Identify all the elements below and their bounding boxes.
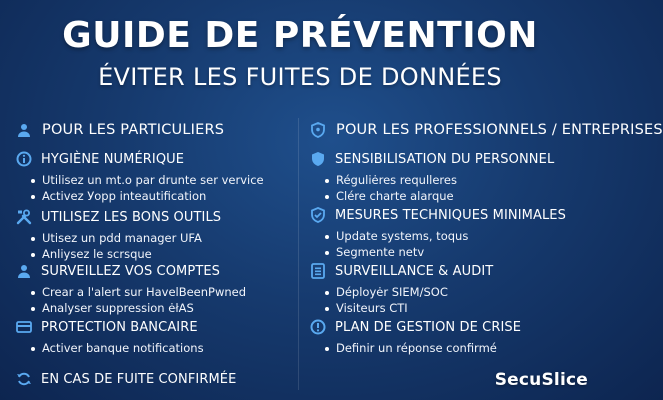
refresh-icon [16,371,32,387]
list-item: Activez Уopp inteautification [30,188,296,204]
column-heading-label: POUR LES PARTICULIERS [42,122,225,138]
info-circle-icon [16,151,32,167]
list-item: Segmente netv [324,244,595,260]
brand-logo: SecuSlice [494,370,588,390]
user-icon [16,122,32,138]
list-item: Activer banque notifications [30,340,296,356]
column-heading-label: POUR LES PROFESSIONNELS / ENTREPRISES [336,122,663,138]
list-item: Réguliėres requlleres [324,172,595,188]
alert-circle-icon [310,319,326,335]
column-professionnels [310,120,663,355]
section-title: PROTECTION BANCAIRE [41,319,198,335]
list-item: Anliysez le scrsque [30,246,296,262]
section-title: HYGIÈNE NUMÉRIQUE [41,151,185,167]
column-heading [16,120,296,140]
section-fuite [16,370,296,388]
section-title: PLAN DE GESTION DE CRISE [335,319,522,335]
page-subtitle: ÉVITER LES FUITES DE DONNÉES [98,63,502,91]
card-icon [16,319,32,335]
column-divider [298,118,299,390]
section-comptes [16,262,296,316]
section-title: SENSIBILISATION DU PERSONNEL [335,151,555,167]
section-title: EN CAS DE FUITE CONFIRMÉE [41,371,237,387]
list-item: Utisez un pdd manager UFA [30,230,296,246]
section-bancaire [16,318,296,356]
column-particuliers [16,120,296,387]
section-mesures [310,206,595,260]
list-item: Crear a l'alert sur HavelBeenPwned [30,284,296,300]
section-title: SURVEILLANCE & AUDIT [335,263,494,279]
section-outils [16,208,296,262]
section-hygiene [16,150,296,204]
column-heading [310,120,663,140]
section-title: SURVEILLEZ VOS COMPTES [41,263,221,279]
shield-check-icon [310,207,326,223]
section-surveillance [310,262,595,316]
list-item: Déployėr SIEM/SOC [324,284,595,300]
user-icon [16,263,32,279]
list-item: Visiteurs CTI [324,300,595,316]
tools-icon [16,209,32,225]
page-title: GUIDE DE PRÉVENTION [62,15,538,56]
section-title: UTILISEZ LES BONS OUTILS [41,209,222,225]
list-item: Utilisez un mt.o par drunte ser vervice [30,172,296,188]
shield-icon [310,151,326,167]
list-item: Definir un réponse confirmé [324,340,595,356]
list-item: Clére charte alarque [324,188,595,204]
list-item: Analyser suppression ėłAS [30,300,296,316]
list-icon [310,263,326,279]
section-sensibilisation [310,150,595,204]
list-item: Update systems, toqus [324,228,595,244]
section-crise [310,318,595,356]
section-title: MESURES TECHNIQUES MINIMALES [335,207,566,223]
shield-icon [310,122,326,138]
